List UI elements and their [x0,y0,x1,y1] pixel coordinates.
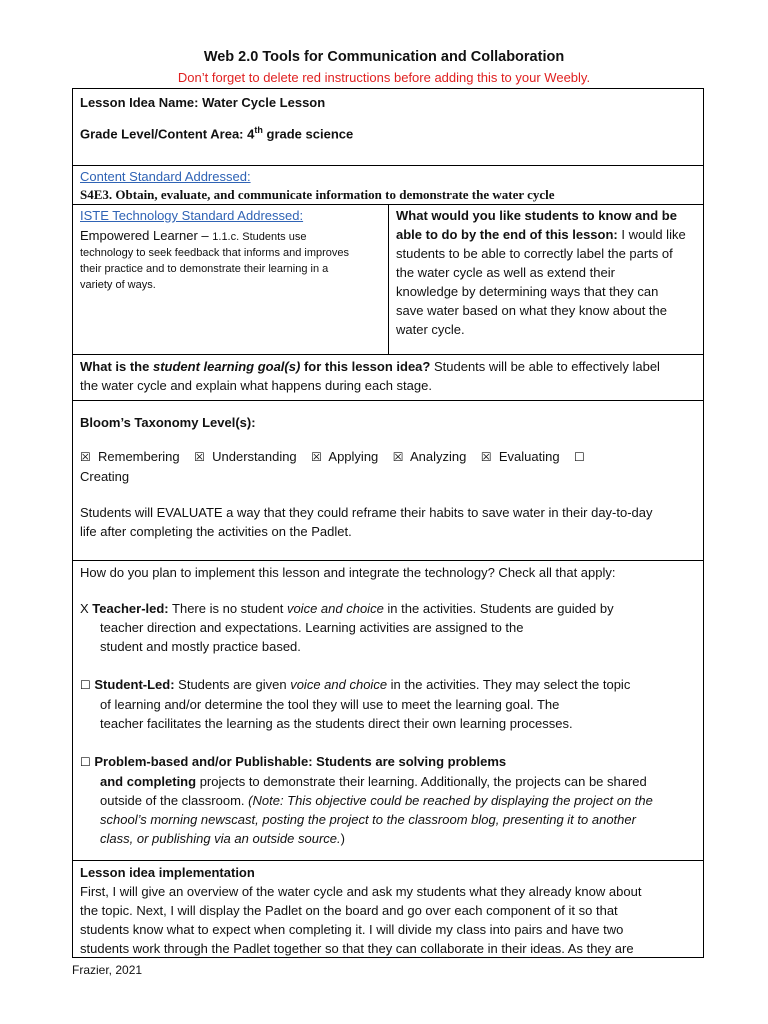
checkbox-checked[interactable]: ☒ [311,450,322,464]
iste-text-l1: 1.1.c. Students use [212,231,307,243]
problem-based-label: Problem-based and/or Publishable: Students are solving problems [94,754,507,769]
grade-level [80,121,696,143]
grade-label: Grade Level/Content Area: [80,126,244,142]
goal-line-1 [80,357,696,376]
student-l1c: in the activities. They may select the topic [390,677,631,692]
level-label: Applying [328,449,379,464]
level-label-creating: Creating [80,469,130,484]
footer-text: Frazier, 2021 [72,963,143,977]
level-label: Understanding [212,449,297,464]
iste-text-l3: their practice and to demonstrate their learning in a [80,263,329,275]
blooms-heading: Bloom’s Taxonomy Level(s): [80,415,256,430]
level-understanding [194,449,297,464]
option-problem-based [80,752,696,848]
problem-l3: outside of the classroom. [100,793,245,808]
teacher-l1c: in the activities. Students are guided by [387,601,614,616]
lesson-name [80,93,696,112]
problem-based-checkbox[interactable]: ☐ [80,755,91,769]
lesson-info-row [73,89,703,166]
teacher-l2: teacher direction and expectations. Learning activities are assigned to the [100,620,524,635]
level-label: Remembering [98,449,180,464]
iste-text-l2: technology to seek feedback that informs and improves [80,247,350,259]
know-question-l1: What would you like students to know and be [396,208,677,223]
student-led-label: Student-Led: [94,677,175,692]
student-l1b: voice and choice [290,677,388,692]
implementation-l1: First, I will give an overview of the water cycle and ask my students what they already know about [80,884,642,899]
goal-q-c: for this lesson idea? [303,359,431,374]
student-l3: teacher facilitates the learning as the students direct their own learning processes. [100,716,573,731]
implementation-method-row [73,561,703,861]
know-answer-start: I would like [621,227,686,242]
content-standard-row [73,166,703,205]
grade-number: 4 [247,126,255,142]
content-standard-text: S4E3. Obtain, evaluate, and communicate information to demonstrate the water cycle [80,187,555,202]
know-answer-l4: the water cycle as well as extend their [396,265,615,280]
problem-l5i: class, or publishing via an outside source. [100,831,341,846]
iste-lead: Empowered Learner – [80,228,209,243]
goal-answer-l1: Students will be able to effectively label [433,359,660,374]
implement-question: How do you plan to implement this lesson and integrate the technology? Check all that apply: [80,565,616,580]
level-remembering [80,449,180,464]
level-applying [311,449,378,464]
problem-l5end: ) [340,831,345,846]
page-title: Web 2.0 Tools for Communication and Collaboration [203,49,565,65]
implementation-l2: the topic. Next, I will display the Padlet on the board and go over each component of it so that [80,903,618,918]
problem-l2b: and completing [100,774,197,789]
implementation-l3: students know what to expect when completing it. I will divide my class into pairs and have two [80,922,624,937]
blooms-levels [80,447,650,486]
option-teacher-led [80,599,696,656]
level-evaluating [481,449,560,464]
grade-suffix: th [254,125,263,135]
lesson-plan-table [72,88,704,958]
content-standard-heading: Content Standard Addressed: [80,169,251,184]
know-answer-l7: water cycle. [396,322,465,337]
checkbox-checked[interactable]: ☒ [392,450,404,464]
teacher-l1b: voice and choice [286,601,384,616]
checkbox-checked[interactable]: ☒ [80,450,91,464]
level-analyzing [393,449,467,464]
goal-q-a: What is the [80,359,150,374]
student-l1a: Students are given [178,677,287,692]
student-led-checkbox[interactable]: ☐ [80,678,91,692]
know-question-bold: able to do by the end of this lesson: [396,227,618,242]
option-student-led [80,675,696,733]
blooms-eval-l2: life after completing the activities on the Padlet. [80,524,352,539]
red-instruction: Don’t forget to delete red instructions before adding this to your Weebly. [177,70,591,85]
problem-l2r: projects to demonstrate their learning. Additionally, the projects can be shared [199,774,647,789]
iste-heading: ISTE Technology Standard Addressed: [80,208,304,223]
checkbox-unchecked[interactable]: ☐ [574,450,585,464]
lesson-name-value: Water Cycle Lesson [202,95,326,110]
know-cell [389,205,703,354]
implementation-heading: Lesson idea implementation [80,865,255,880]
iste-text [80,226,381,245]
blooms-row [73,401,703,561]
teacher-l3: student and mostly practice based. [100,639,301,654]
iste-cell [73,205,389,354]
know-answer-l5: knowledge by determining ways that they can [396,284,659,299]
level-label: Evaluating [498,449,560,464]
know-question-l2 [396,225,696,244]
blooms-eval-l1: Students will EVALUATE a way that they could reframe their habits to save water in their day-to-day [80,505,653,520]
teacher-l1a: There is no student [172,601,284,616]
problem-l4i: school’s morning newscast, posting the project to the classroom blog, presenting it to another [100,812,636,827]
know-answer-l3: students to be able to correctly label the parts of [396,246,673,261]
checkbox-checked[interactable]: ☒ [480,450,492,464]
implementation-l4: students work through the Padlet together so that they can collaborate in their ideas. As they are [80,941,634,956]
level-label: Analyzing [410,449,467,464]
teacher-led-mark[interactable]: X [80,601,89,616]
goal-q-b: student learning goal(s) [152,359,301,374]
teacher-led-label: Teacher-led: [92,601,169,616]
goal-answer-l2: the water cycle and explain what happens during each stage. [80,378,432,393]
grade-subject: grade science [266,126,354,142]
lesson-implementation-row [73,861,703,958]
student-l2: of learning and/or determine the tool they will use to meet the learning goal. The [100,697,560,712]
standards-row [73,205,703,355]
lesson-name-label: Lesson Idea Name: [80,95,199,110]
know-answer-l6: save water based on what they know about the [396,303,668,318]
problem-l3i: (Note: This objective could be reached by displaying the project on the [248,793,653,808]
iste-text-l4: variety of ways. [80,279,156,291]
checkbox-checked[interactable]: ☒ [194,450,205,464]
learning-goal-row [73,355,703,401]
